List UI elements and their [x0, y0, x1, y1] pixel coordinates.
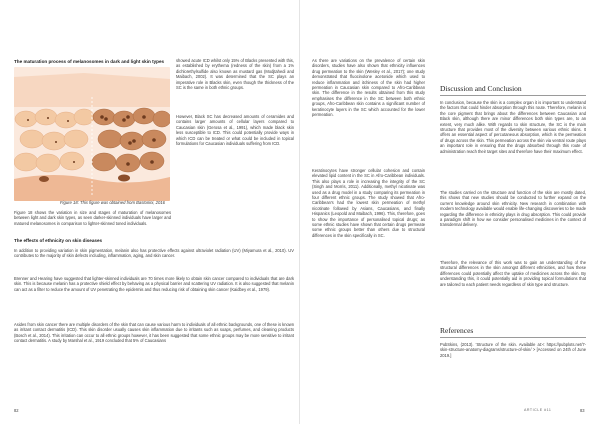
- col2-paragraph-4: Keratinocytes have stronger cellular cohesion and contain elevated lipid content in the SC in Afro-Caribbean individuals. This also plays a role in increasing the integrity of the SC (Singh and Morris, 2011). Additionally, methyl nicotinate was used as a drug model in a study comparing its permeation in four different ethnic groups. The study showed that Afro-Caribbean's had the lowest skin permeation of methyl nicotinate followed by Asians, Caucasians, and finally Hispanics (Leopold and Maibach, 1996). This, therefore, goes to show the importance of personalised topical drugs; as some ethnic studies have shown that certain drugs permeate some ethnic groups better than others due to structural differences in the skin specifically in SC.: [312, 168, 425, 238]
- figure-caption: Figure 18: This figure was obtained from Bastonini, 2016: [60, 200, 165, 205]
- figure-title: The maturation process of melanosomes in dark and light skin types: [14, 59, 165, 64]
- paragraph-2: Brenner and Hearing have suggested that lighter-skinned individuals are 70 times more likely to obtain skin cancer compared to individuals that are dark skin. This is because melanin has a protective shield effect by behaving as a physical barrier and scattering UV radiation. It is also suggested that melanin can act as a filter to reduce the amount of UV penetrating the epidermis and thus reducing risk of obtaining skin cancer (Kaidbey et al., 1979).: [14, 276, 294, 292]
- references-rule: [440, 337, 586, 338]
- paragraph-3: Asides from skin cancer there are multiple disorders of the skin that can cause various harm to individuals of all ethnic backgrounds, one of these is known as irritant contact dermatitis (ICD). This skin disorder usually causes skin inflammation due to irritants such as soaps, perfumes, and cleaning products (Bosch et al., 2014). This irritation can occur to all ethnic groups however, it has been suggested that some ethnic groups may be more sensitive to irritant contact dermatitis. A study by Marshal et al., 1919 concluded that 5% of Caucasians: [14, 322, 294, 344]
- discussion-paragraph-3: Therefore, the relevance of this work was to gain an understanding of the structural differences in the skin amongst different ethnicities, and how these differences could potentially affect the uptake of medicines across the skin. By understanding this, it could potentially aid in providing topical formulations that are tailored to each patient needs regardless of skin type and structure.: [440, 260, 586, 287]
- references-title: References: [440, 326, 474, 335]
- paragraph-1: In addition to providing variation in skin pigmentation, melanin also has protective effects against ultraviolet radiation (UV) (Miyamura et al., 2010). UV contributes to the majority of skin defects including, inflammation, aging, and skin cancer.: [14, 248, 294, 259]
- discussion-paragraph-1: In conclusion, because the skin is a complex organ it is important to understand the factors that could hinder absorption through this route. Therefore, melanin is the core pigment that brings about the differences between Caucasian and Black skin, although there are minor differences both skin types are, to an extent, very much alike. With regards to skin structure, the SC is the main structure that provides most of the diversity between various ethnic skins. It offers an essential aspect of percutaneous absorption, which is the permeation of drugs across the skin. This permeation across the skin via ventral route plays an important role in ensuring that the drugs absorbed through this route of administration reach their target sites and therefore have their maximum effect.: [440, 100, 586, 154]
- melanosome-figure: [14, 67, 170, 201]
- page-number-right: 83: [580, 408, 585, 413]
- col2-paragraph-3: As there are variations on the prevalence of certain skin disorders, studies have also shown that ethnicity influences drug permeation to the skin (Wesley et al., 2017); one study demonstrated that fluocinolone acetonide which used to reduce inflammation and itchiness of the skin had higher permeation in Caucasian skin compared to Afro-Caribbean skin. The difference in the results obtained from this study emphasises the difference in the SC between both ethnic groups, Afro-Caribbean skin contains a significant number of keratinocyte layers in the SC which accounted for the lower permeation.: [312, 58, 425, 118]
- col2-paragraph-2: However, Black SC has decreased amounts of ceramides and contains larger amounts of cellular layers compared to Caucasian skin (Gerosa et al., 1991), which made black skin less susceptible to ICD. This could potentially provide ways in which ICD can be treated or what could be included in topical formulations for Caucasian individuals suffering from ICD.: [176, 114, 294, 147]
- col2-paragraph-1: showed acute ICD whilst only 15% of Blacks presented with this, as established by erythema (redness of the skin) from a 1% dichlorethylsulfide also known as mustard gas (Modjtahedi and Maibach, 2002). It was determined that the SC plays an imperative role in Blacks skin, even though the thickness of the SC is the same in both ethnic groups.: [176, 58, 294, 91]
- right-page: [300, 0, 600, 424]
- figure-description: Figure 18 shows the variation in size and stages of maturation of melanosomes between light and dark skin types, as seen darker-skinned individuals have larger and matured melanosomes in comparison to lighter-skinned toned individuals.: [14, 210, 171, 226]
- discussion-rule: [440, 95, 586, 96]
- reference-1: PubSkins, (2013). 'Structure of the skin. Available at:< https://pubplots.net/7-skin-structure-anatomy-diagrams/structure-of-skin/ > [Accessed on 24th of June 2019.]: [440, 342, 586, 358]
- page-number-left: 82: [14, 408, 19, 413]
- section-heading: The effects of ethnicity on skin diseases: [14, 238, 103, 243]
- discussion-paragraph-2: The studies carried on the structure and function of the skin are mostly dated, this shows that new studies should be conducted to further expand on the current knowledge around skin ethnicity. New research in combination with modern technology available would enable life-changing discoveries to be made regarding the difference in ethnicity plays in drug absorption. This could provide a paradigm shift in how we consider personalised medicines in the context of transdermal delivery.: [440, 190, 586, 228]
- discussion-title: Discussion and Conclusion: [440, 84, 522, 93]
- article-tag: ARTICLE #11: [524, 408, 552, 412]
